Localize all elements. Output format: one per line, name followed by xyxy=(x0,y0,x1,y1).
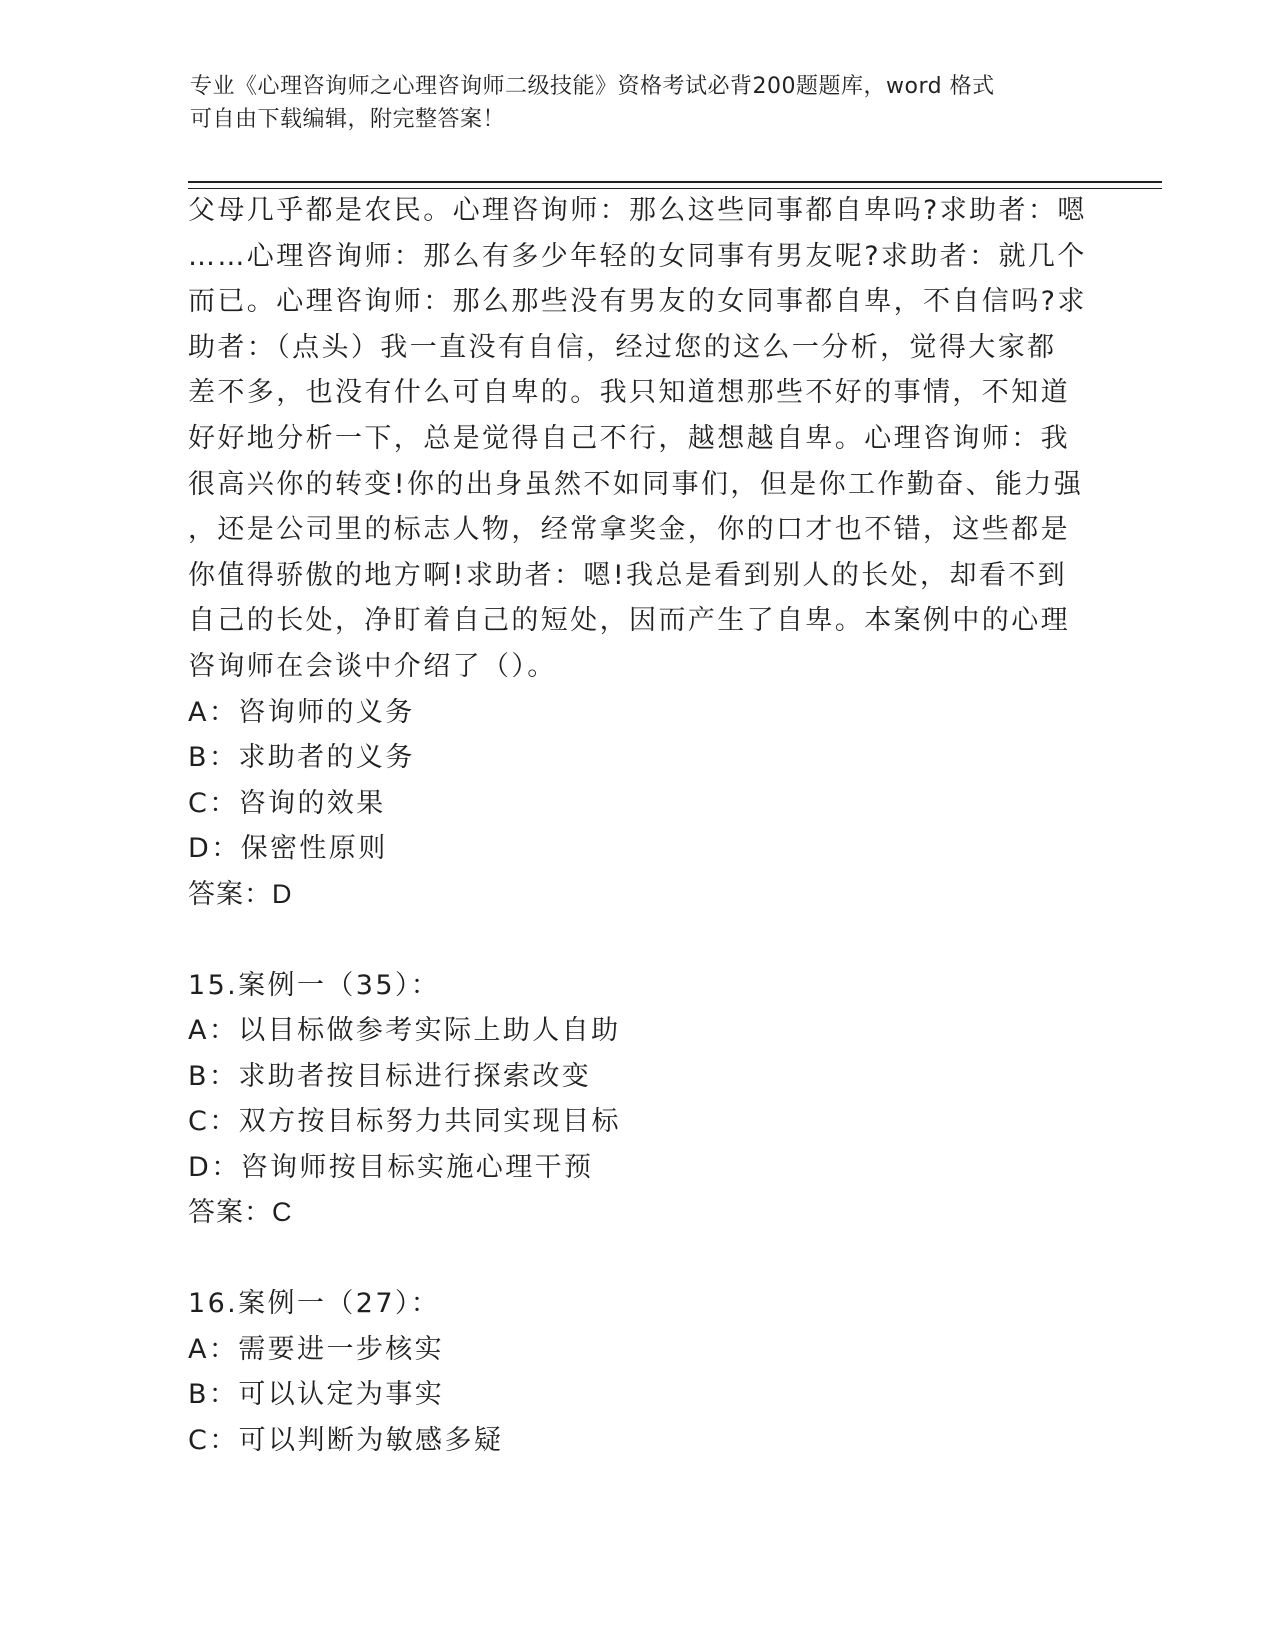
question-14-answer: 答案：D xyxy=(188,878,293,909)
document-header xyxy=(190,70,1070,136)
stem-line: 你值得骄傲的地方啊!求助者：嗯!我总是看到别人的长处，却看不到 xyxy=(188,559,1068,591)
stem-line: 好好地分析一下，总是觉得自己不行，越想越自卑。心理咨询师：我 xyxy=(188,422,1070,454)
stem-line: 助者：（点头）我一直没有自信，经过您的这么一分析，觉得大家都 xyxy=(188,331,1057,363)
option-a: A：以目标做参考实际上助人自助 xyxy=(188,1015,621,1047)
stem-line: 而已。心理咨询师：那么那些没有男友的女同事都自卑，不自信吗?求 xyxy=(188,286,1087,318)
question-15-title: 15.案例一（35）： xyxy=(188,969,441,1001)
stem-line: 很高兴你的转变!你的出身虽然不如同事们，但是你工作勤奋、能力强 xyxy=(188,468,1084,500)
option-a: A：咨询师的义务 xyxy=(188,696,415,728)
question-16-title: 16.案例一（27）： xyxy=(188,1288,441,1320)
option-a: A：需要进一步核实 xyxy=(188,1333,445,1365)
stem-line: ……心理咨询师：那么有多少年轻的女同事有男友呢?求助者：就几个 xyxy=(188,240,1087,272)
header-title-line-1: 专业《心理咨询师之心理咨询师二级技能》资格考试必背200题题库，word 格式 xyxy=(190,74,995,99)
option-c: C：双方按目标努力共同实现目标 xyxy=(188,1106,621,1138)
option-d: D：咨询师按目标实施心理干预 xyxy=(188,1151,594,1183)
spacer xyxy=(188,1236,1088,1281)
question-15-options xyxy=(188,1008,1088,1190)
option-c: C：咨询的效果 xyxy=(188,787,386,819)
document-body xyxy=(188,188,1088,1463)
header-title-line-2: 可自由下载编辑，附完整答案！ xyxy=(190,107,506,132)
question-14-stem xyxy=(188,188,1088,690)
option-b: B：求助者按目标进行探索改变 xyxy=(188,1060,592,1092)
stem-line: 父母几乎都是农民。心理咨询师：那么这些同事都自卑吗?求助者：嗯 xyxy=(188,195,1087,226)
stem-line: 差不多，也没有什么可自卑的。我只知道想那些不好的事情，不知道 xyxy=(188,377,1070,409)
question-16-options xyxy=(188,1327,1088,1464)
stem-line: 咨询师在会谈中介绍了（）。 xyxy=(188,650,557,682)
question-14-options xyxy=(188,690,1088,872)
stem-line: ，还是公司里的标志人物，经常拿奖金，你的口才也不错，这些都是 xyxy=(188,514,1070,546)
option-d: D：保密性原则 xyxy=(188,833,388,865)
spacer xyxy=(188,918,1088,963)
option-c: C：可以判断为敏感多疑 xyxy=(188,1424,504,1456)
question-15-answer: 答案：C xyxy=(188,1197,293,1228)
option-b: B：可以认定为事实 xyxy=(188,1379,445,1411)
option-b: B：求助者的义务 xyxy=(188,742,415,774)
stem-line: 自己的长处，净盯着自己的短处，因而产生了自卑。本案例中的心理 xyxy=(188,605,1070,637)
